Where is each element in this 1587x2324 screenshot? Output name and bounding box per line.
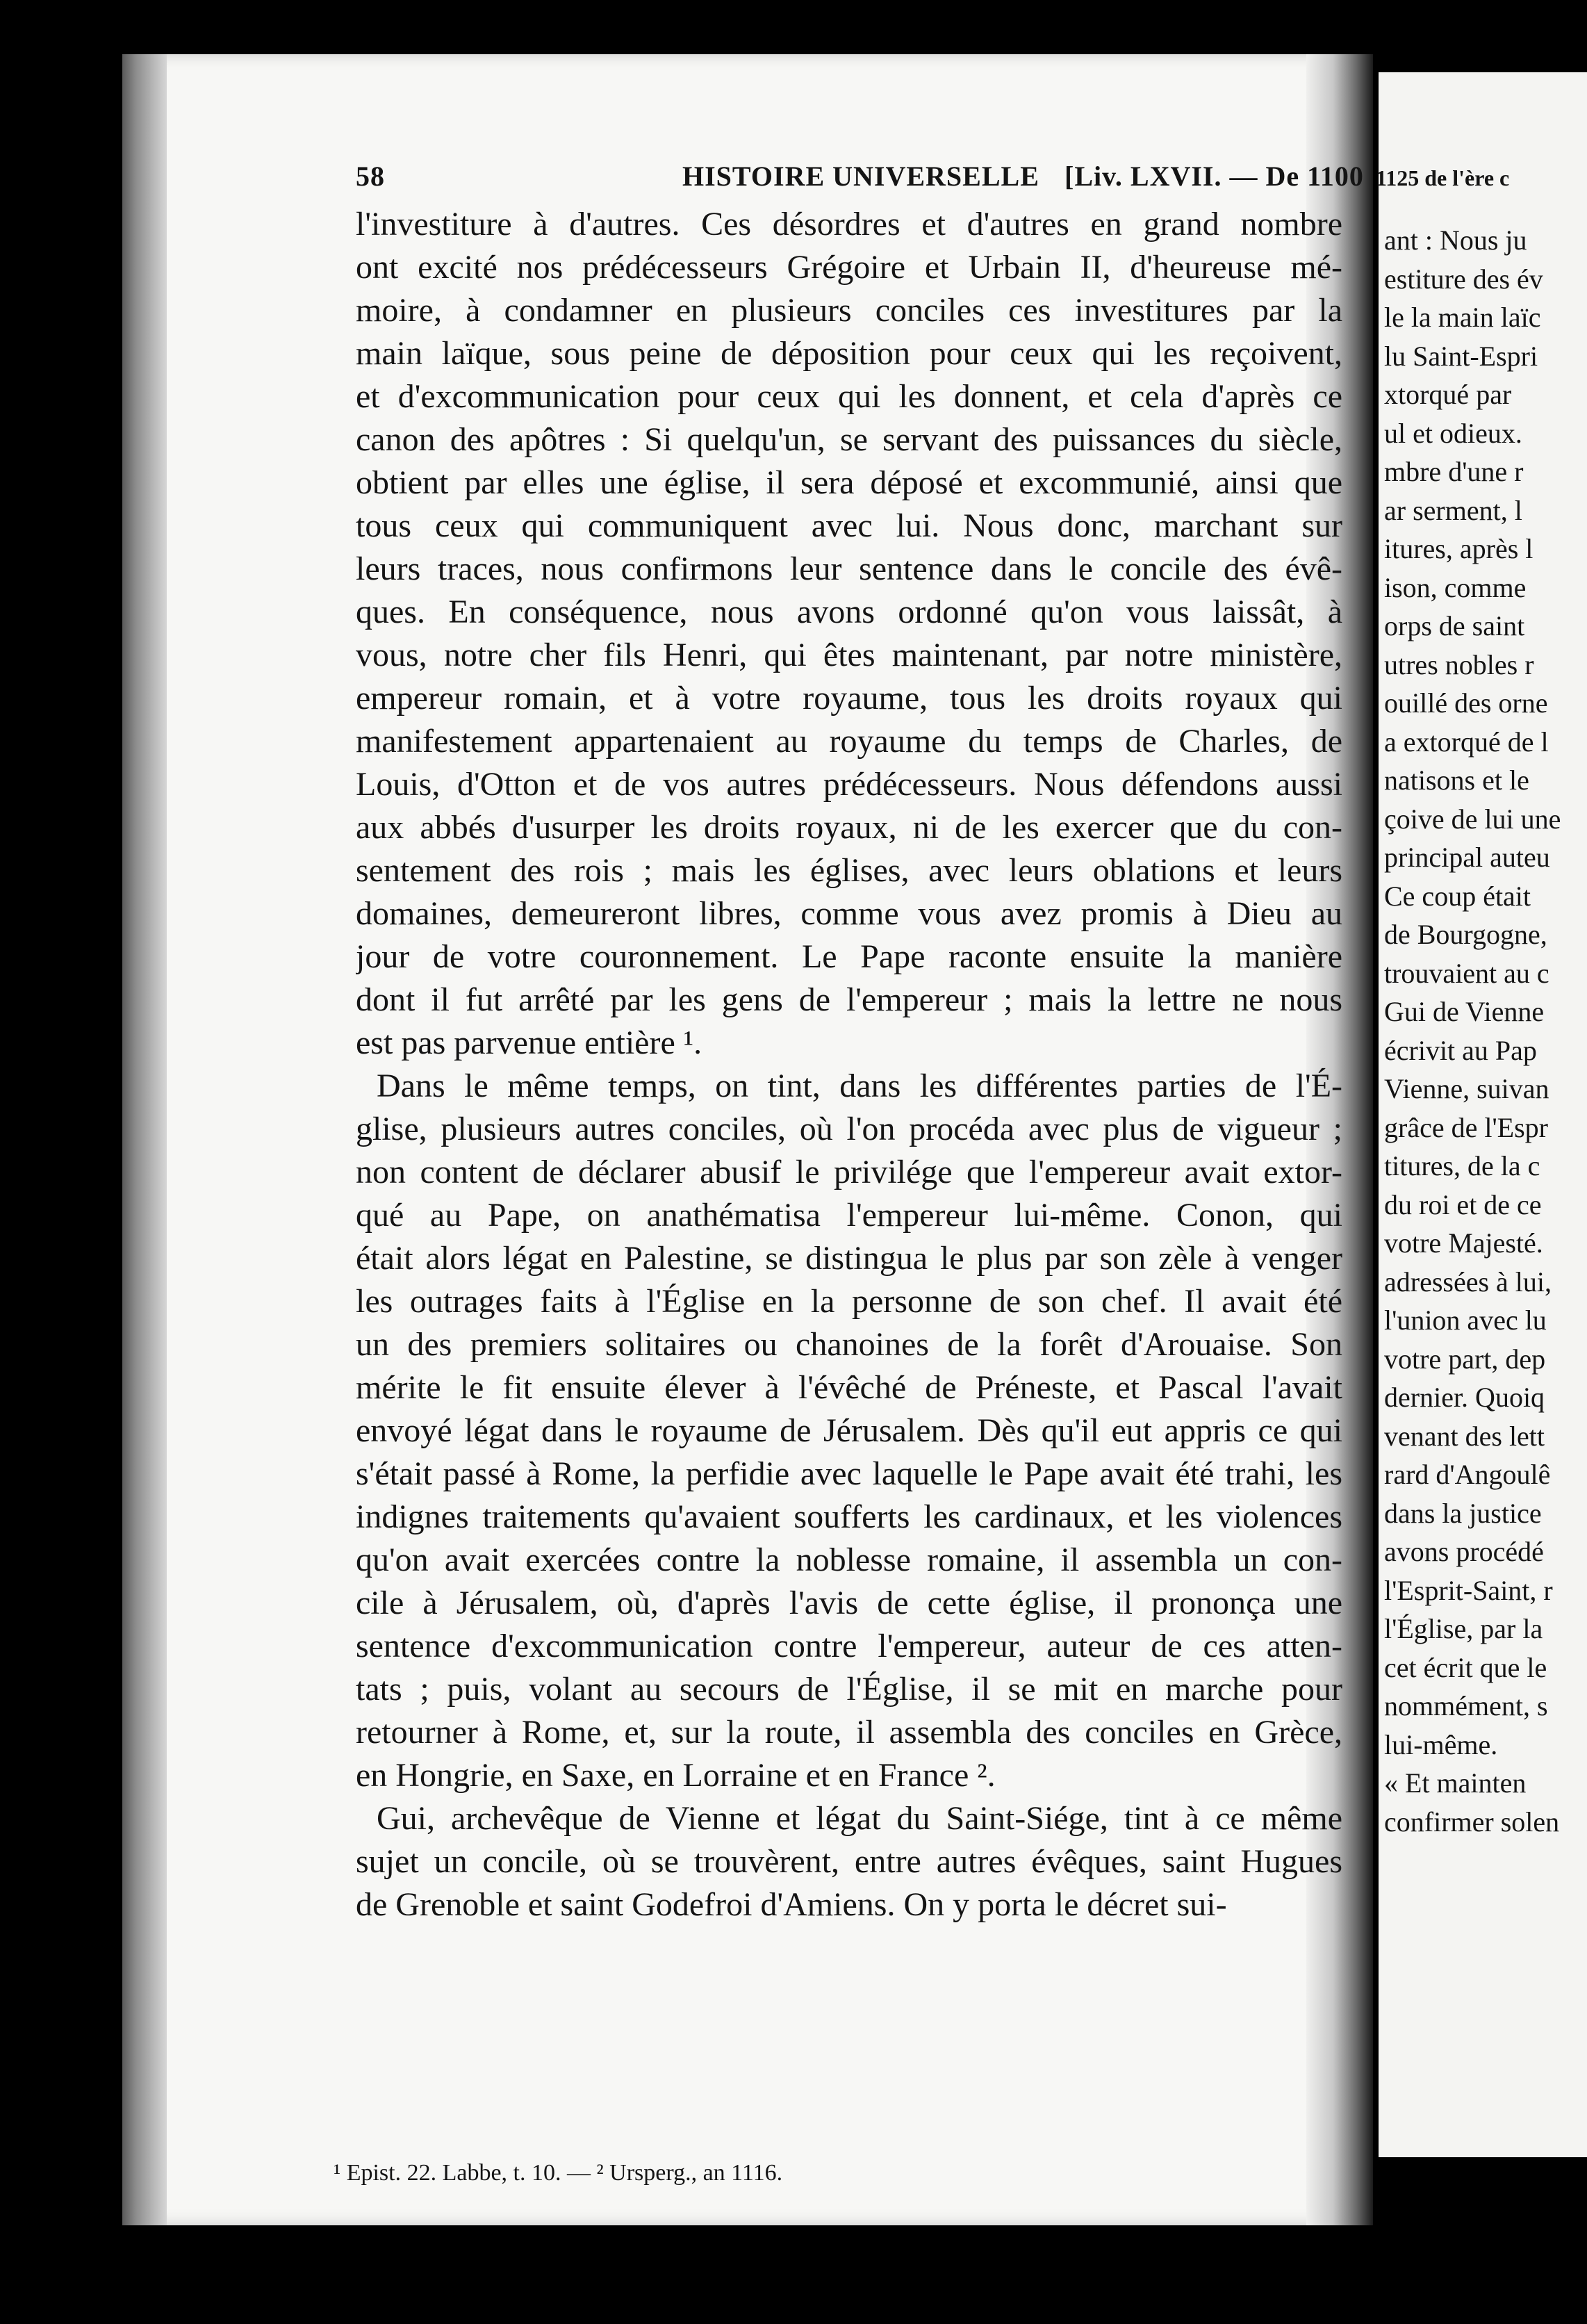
right-page-line: natisons et le [1384, 764, 1529, 796]
text-line: empereur romain, et à votre royaume, tous les droits royaux qui [356, 680, 1342, 717]
right-page-line: çoive de lui une [1384, 803, 1561, 835]
right-page-line: dans la justice [1384, 1497, 1542, 1529]
right-page-line: l'union avec lu [1384, 1304, 1547, 1336]
right-page-line: le la main laïc [1384, 302, 1541, 333]
right-page-header: 1125 de l'ère c [1376, 165, 1510, 190]
text-line: aux abbés d'usurper les droits royaux, ni de les exercer que du con- [356, 809, 1342, 846]
right-page-line: l'Église, par la [1384, 1613, 1543, 1644]
body-paragraph [356, 203, 1342, 1065]
right-page-line: de Bourgogne, [1384, 919, 1547, 950]
text-line: est pas parvenue entière ¹. [356, 1024, 702, 1061]
text-line: non content de déclarer abusif le privilége que l'empereur avait extor- [356, 1154, 1342, 1190]
right-page-line: mbre d'une r [1384, 456, 1524, 487]
right-page-line: « Et mainten [1384, 1767, 1527, 1799]
right-page-line: estiture des év [1384, 263, 1543, 295]
text-line: les outrages faits à l'Église en la personne de son chef. Il avait été [356, 1283, 1342, 1320]
right-page-line: Ce coup était [1384, 880, 1531, 912]
text-line: dont il fut arrêté par les gens de l'empereur ; mais la lettre ne nous [356, 981, 1342, 1018]
right-page-line: du roi et de ce [1384, 1188, 1542, 1220]
text-line: canon des apôtres : Si quelqu'un, se servant des puissances du siècle, [356, 421, 1342, 458]
right-page-line: titures, de la c [1384, 1150, 1540, 1181]
text-line: Dans le même temps, on tint, dans les différentes parties de l'É- [377, 1067, 1342, 1104]
text-line: qué au Pape, on anathématisa l'empereur lui-même. Conon, qui [356, 1197, 1342, 1234]
right-page-line: Gui de Vienne [1384, 996, 1545, 1027]
page-edge-shadow [122, 54, 167, 2225]
text-line: un des premiers solitaires ou chanoines de la forêt d'Arouaise. Son [356, 1326, 1342, 1363]
running-title: HISTOIRE UNIVERSELLE [682, 161, 1039, 192]
right-page-line: Vienne, suivan [1384, 1073, 1549, 1104]
right-page-line: votre Majesté. [1384, 1227, 1543, 1259]
text-line: Gui, archevêque de Vienne et légat du Saint-Siége, tint à ce même [377, 1800, 1342, 1837]
text-line: cile à Jérusalem, où, d'après l'avis de cette église, il prononça une [356, 1585, 1342, 1621]
text-line: obtient par elles une église, il sera déposé et excommunié, ainsi que [356, 464, 1342, 501]
right-page-line: cet écrit que le [1384, 1651, 1547, 1683]
text-line: ques. En conséquence, nous avons ordonné qu'on vous laissât, à [356, 594, 1342, 630]
text-line: glise, plusieurs autres conciles, où l'on procéda avec plus de vigueur ; [356, 1111, 1342, 1147]
right-page-line: lui-même. [1384, 1728, 1498, 1760]
right-page-line: dernier. Quoiq [1384, 1382, 1545, 1413]
text-line: tats ; puis, volant au secours de l'Église, il se mit en marche pour [356, 1671, 1342, 1708]
text-line: était alors légat en Palestine, se distingua le plus par son zèle à venger [356, 1240, 1342, 1277]
right-page-line: principal auteu [1384, 842, 1550, 873]
right-page-line: ant : Nous ju [1384, 224, 1527, 256]
text-line: et d'excommunication pour ceux qui les donnent, et cela d'après ce [356, 378, 1342, 415]
right-page-line: écrivit au Pap [1384, 1034, 1537, 1066]
text-line: manifestement appartenaient au royaume du temps de Charles, de [356, 723, 1342, 760]
right-page-line: grâce de l'Espr [1384, 1111, 1548, 1143]
text-line: ont excité nos prédécesseurs Grégoire et Urbain II, d'heureuse mé- [356, 249, 1342, 286]
right-page-line: adressées à lui, [1384, 1266, 1552, 1298]
text-line: jour de votre couronnement. Le Pape raconte ensuite la manière [356, 938, 1342, 975]
right-page-line: rard d'Angoulê [1384, 1459, 1551, 1490]
right-page-line: a extorqué de l [1384, 726, 1549, 758]
right-page-line: confirmer solen [1384, 1806, 1560, 1838]
text-line: qu'on avait exercées contre la noblesse romaine, il assembla un con- [356, 1541, 1342, 1578]
text-line: sujet un concile, où se trouvèrent, entre autres évêques, saint Hugues [356, 1843, 1342, 1880]
text-line: indignes traitements qu'avaient soufferts les cardinaux, et les violences [356, 1498, 1342, 1535]
text-line: sentence d'excommunication contre l'empereur, auteur de ces atten- [356, 1628, 1342, 1664]
right-page-line: ul et odieux. [1384, 417, 1522, 449]
text-line: vous, notre cher fils Henri, qui êtes maintenant, par notre ministère, [356, 637, 1342, 673]
body-paragraph [356, 1065, 1342, 1797]
right-page-line: venant des lett [1384, 1420, 1545, 1452]
text-line: moire, à condamner en plusieurs conciles ces investitures par la [356, 292, 1342, 329]
text-line: s'était passé à Rome, la perfidie avec laquelle le Pape avait été trahi, les [356, 1455, 1342, 1492]
text-line: domaines, demeureront libres, comme vous avez promis à Dieu au [356, 895, 1342, 932]
text-line: main laïque, sous peine de déposition pour ceux qui les reçoivent, [356, 335, 1342, 372]
right-page-line: ar serment, l [1384, 494, 1522, 526]
right-page-line: utres nobles r [1384, 648, 1534, 680]
text-line: envoyé légat dans le royaume de Jérusalem. Dès qu'il eut appris ce qui [356, 1412, 1342, 1449]
right-page-line: ison, comme [1384, 571, 1527, 603]
right-page-line: orps de saint [1384, 610, 1525, 641]
right-page-text [1379, 221, 1561, 1841]
text-line: tous ceux qui communiquent avec lui. Nous donc, marchant sur [356, 507, 1342, 544]
running-header [356, 160, 1364, 202]
section-reference: [Liv. LXVII. — De 1100 [1064, 161, 1364, 192]
text-line: l'investiture à d'autres. Ces désordres et d'autres en grand nombre [356, 206, 1342, 243]
text-line: leurs traces, nous confirmons leur sentence dans le concile des évê- [356, 550, 1342, 587]
right-page-line: ouillé des orne [1384, 687, 1548, 719]
right-page-line: votre part, dep [1384, 1343, 1546, 1375]
text-line: retourner à Rome, et, sur la route, il assembla des conciles en Grèce, [356, 1714, 1342, 1751]
text-line: en Hongrie, en Saxe, en Lorraine et en France ². [356, 1757, 996, 1794]
right-page-line: trouvaient au c [1384, 957, 1549, 989]
text-line: mérite le fit ensuite élever à l'évêché de Préneste, et Pascal l'avait [356, 1369, 1342, 1406]
body-paragraph [356, 1797, 1342, 1926]
right-page-line: itures, après l [1384, 533, 1533, 564]
right-page-line: l'Esprit-Saint, r [1384, 1574, 1553, 1606]
right-page-line: nommément, s [1384, 1690, 1548, 1721]
page-number: 58 [356, 161, 385, 192]
right-page-line: xtorqué par [1384, 379, 1512, 410]
text-line: sentement des rois ; mais les églises, avec leurs oblations et leurs [356, 852, 1342, 889]
right-page-line: avons procédé [1384, 1536, 1544, 1567]
footnotes: ¹ Epist. 22. Labbe, t. 10. — ² Ursperg., an 1116. [334, 2160, 783, 2186]
right-page [1379, 72, 1587, 2157]
right-page-line: lu Saint-Espri [1384, 340, 1538, 372]
text-line: Louis, d'Otton et de vos autres prédécesseurs. Nous défendons aussi [356, 766, 1342, 803]
text-line: de Grenoble et saint Godefroi d'Amiens. On y porta le décret sui- [356, 1886, 1227, 1923]
